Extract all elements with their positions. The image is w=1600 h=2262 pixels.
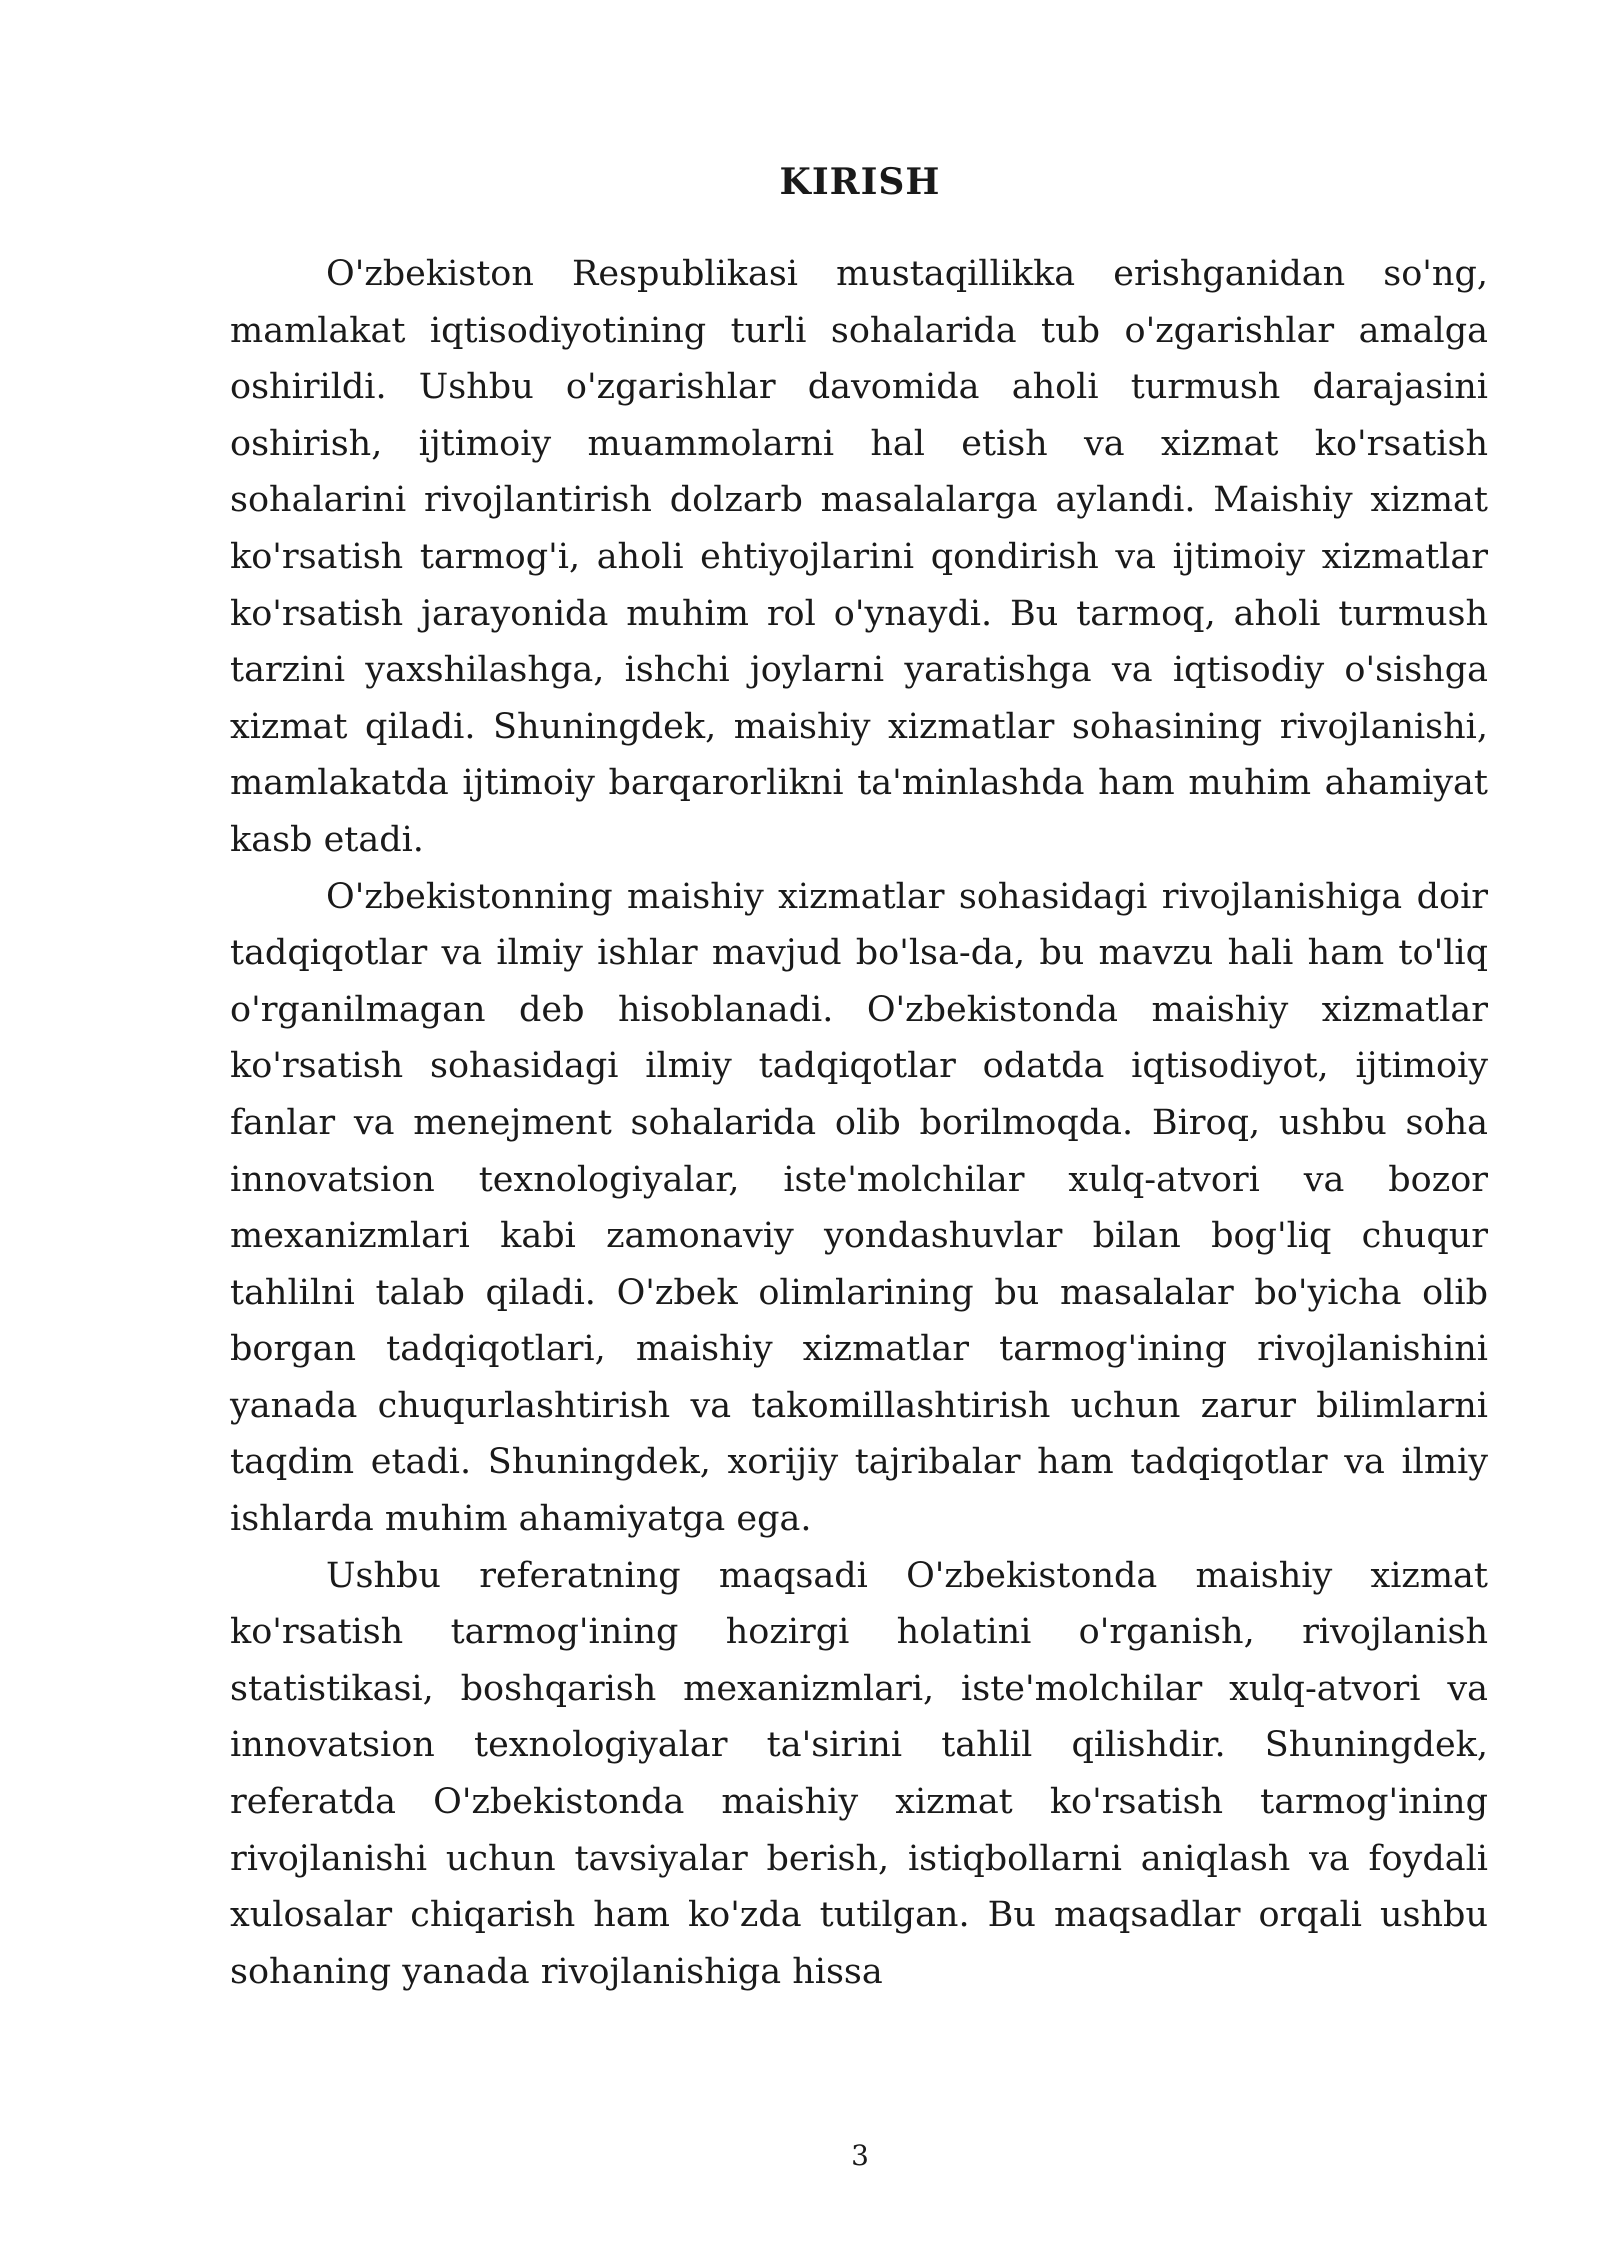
body-text <box>230 246 1488 2000</box>
paragraph-2: O'zbekistonning maishiy xizmatlar sohasidagi rivojlanishiga doir tadqiqotlar va ilmiy ishlar mavjud bo'lsa-da, bu mavzu hali ham to'liq o'rganilmagan deb hisoblanadi. O'zbekistonda maishiy xizmatlar ko'rsatish sohasidagi ilmiy tadqiqotlar odatda iqtisodiyot, ijtimoiy fanlar va menejment sohalarida olib borilmoqda. Biroq, ushbu soha innovatsion texnologiyalar, iste'molchilar xulq-atvori va bozor mexanizmlari kabi zamonaviy yondashuvlar bilan bog'liq chuqur tahlilni talab qiladi. O'zbek olimlarining bu masalalar bo'yicha olib borgan tadqiqotlari, maishiy xizmatlar tarmog'ining rivojlanishini yanada chuqurlashtirish va takomillashtirish uchun zarur bilimlarni taqdim etadi. Shuningdek, xorijiy tajribalar ham tadqiqotlar va ilmiy ishlarda muhim ahamiyatga ega. <box>230 876 1488 1540</box>
section-heading: KIRISH <box>779 161 941 203</box>
paragraph-1: O'zbekiston Respublikasi mustaqillikka erishganidan so'ng, mamlakat iqtisodiyotining turli sohalarida tub o'zgarishlar amalga oshirildi. Ushbu o'zgarishlar davomida aholi turmush darajasini oshirish, ijtimoiy muammolarni hal etish va xizmat ko'rsatish sohalarini rivojlantirish dolzarb masalalarga aylandi. Maishiy xizmat ko'rsatish tarmog'i, aholi ehtiyojlarini qondirish va ijtimoiy xizmatlar ko'rsatish jarayonida muhim rol o'ynaydi. Bu tarmoq, aholi turmush tarzini yaxshilashga, ishchi joylarni yaratishga va iqtisodiy o'sishga xizmat qiladi. Shuningdek, maishiy xizmatlar sohasining rivojlanishi, mamlakatda ijtimoiy barqarorlikni ta'minlashda ham muhim ahamiyat kasb etadi. <box>230 254 1488 860</box>
page-number: 3 <box>851 2139 869 2172</box>
paragraph-3: Ushbu referatning maqsadi O'zbekistonda maishiy xizmat ko'rsatish tarmog'ining hozirgi holatini o'rganish, rivojlanish statistikasi, boshqarish mexanizmlari, iste'molchilar xulq-atvori va innovatsion texnologiyalar ta'sirini tahlil qilishdir. Shuningdek, referatda O'zbekistonda maishiy xizmat ko'rsatish tarmog'ining rivojlanishi uchun tavsiyalar berish, istiqbollarni aniqlash va foydali xulosalar chiqarish ham ko'zda tutilgan. Bu maqsadlar orqali ushbu sohaning yanada rivojlanishiga hissa <box>230 1555 1488 1992</box>
